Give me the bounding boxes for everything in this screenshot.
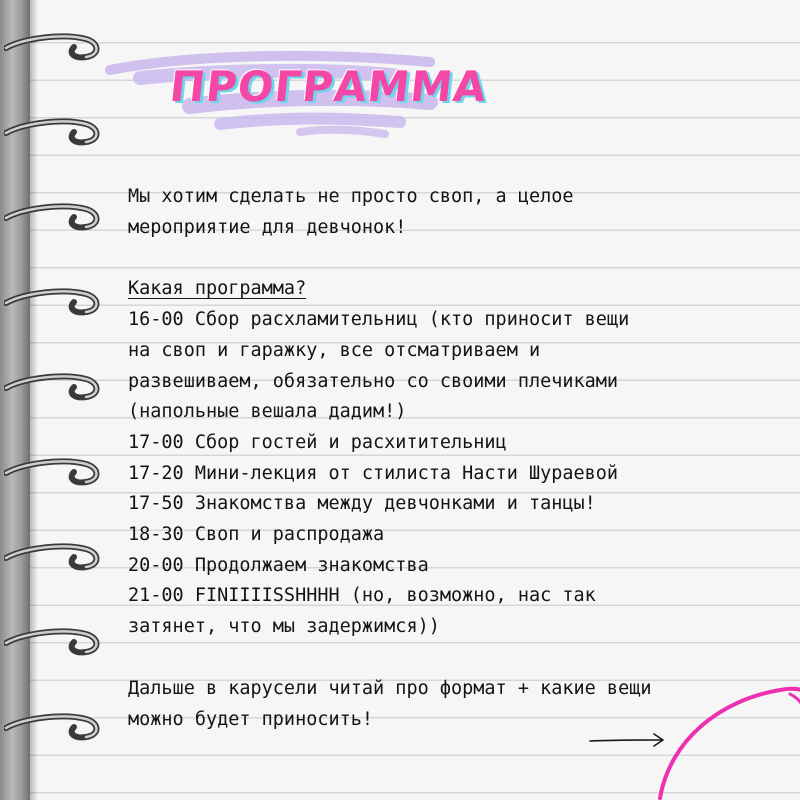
circle-doodle-decoration bbox=[630, 680, 800, 800]
program-line: 20-00 Продолжаем знакомства bbox=[128, 554, 429, 576]
program-line: развешиваем, обязательно со своими плечиками bbox=[128, 370, 619, 392]
spiral-ring-icon bbox=[4, 203, 100, 233]
spiral-ring-icon bbox=[4, 628, 100, 658]
intro-line: мероприятие для девчонок! bbox=[128, 216, 407, 238]
intro-line: Мы хотим сделать не просто своп, а целое bbox=[128, 186, 574, 207]
spiral-ring-icon bbox=[4, 458, 100, 488]
title-block bbox=[100, 48, 490, 158]
program-line: 16-00 Сбор расхламительниц (кто приносит вещи bbox=[128, 309, 630, 331]
program-line: на своп и гаражку, все отсматриваем и bbox=[128, 339, 541, 361]
program-line: 17-20 Мини-лекция от стилиста Насти Шураевой bbox=[128, 462, 619, 484]
program-line: затянет, что мы задержимся)) bbox=[128, 616, 440, 638]
program-heading: Какая программа? bbox=[128, 278, 307, 300]
program-text bbox=[128, 182, 778, 735]
spiral-ring-icon bbox=[4, 713, 100, 743]
spiral-ring-icon bbox=[4, 118, 100, 148]
program-line: (напольные вешала дадим!) bbox=[128, 401, 407, 423]
spiral-ring-icon bbox=[4, 373, 100, 403]
program-line: 18-30 Своп и распродажа bbox=[128, 524, 385, 546]
outro-line: можно будет приносить! bbox=[128, 708, 374, 730]
program-line: 17-50 Знакомства между девчонками и танцы! bbox=[128, 493, 596, 515]
outro-line: Дальше в карусели читай про формат + какие вещи bbox=[128, 677, 652, 699]
spiral-ring-icon bbox=[4, 288, 100, 318]
program-line: 21-00 FINIIIISSHHHH (но, возможно, нас так bbox=[128, 585, 596, 607]
spiral-ring-icon bbox=[4, 33, 100, 63]
program-line: 17-00 Сбор гостей и расхитительниц bbox=[128, 431, 507, 453]
page-title: ПРОГРАММА bbox=[167, 62, 490, 111]
spiral-ring-icon bbox=[4, 543, 100, 573]
